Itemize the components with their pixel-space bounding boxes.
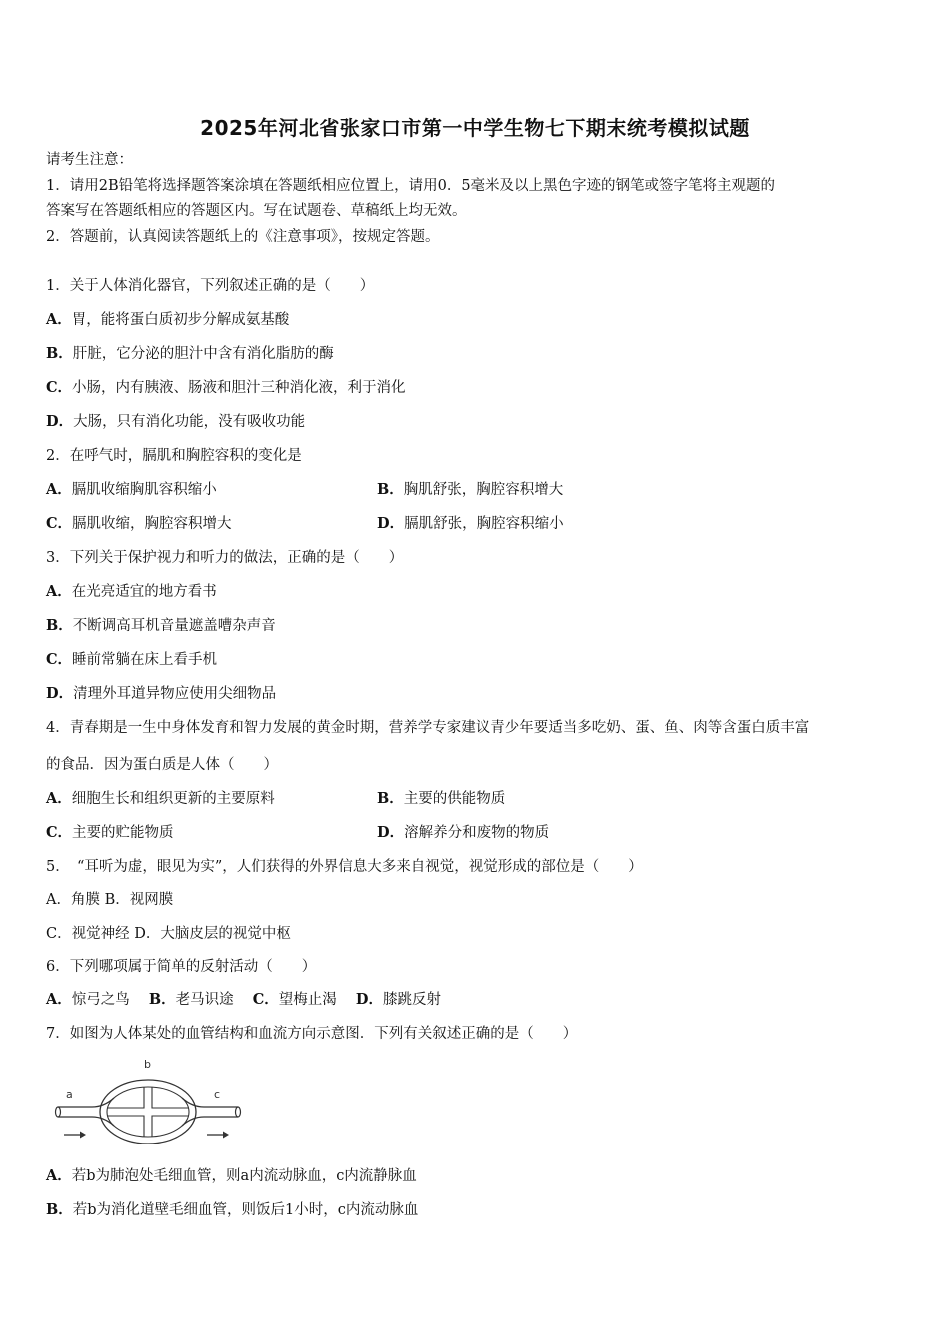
option-b bbox=[377, 480, 563, 500]
option-text: 若b为消化道壁毛细血管，则饭后1小时，c内流动脉血 bbox=[72, 1202, 419, 1218]
option-label: A． bbox=[46, 790, 72, 807]
option-label: A． bbox=[46, 583, 72, 600]
option-text: 膝跳反射 bbox=[382, 992, 441, 1008]
question-stem: 6．下列哪项属于简单的反射活动（ ） bbox=[46, 959, 317, 975]
option-text: 胸肌舒张，胸腔容积增大 bbox=[403, 482, 564, 498]
option-text: 肝脏，它分泌的胆汁中含有消化脂肪的酶 bbox=[72, 346, 334, 362]
option-d bbox=[377, 823, 549, 843]
option-text: 膈肌收缩，胸腔容积增大 bbox=[72, 516, 232, 532]
option-label: A． bbox=[46, 991, 72, 1008]
option-a bbox=[46, 582, 217, 602]
notice-line: 答案写在答题纸相应的答题区内。写在试题卷、草稿纸上均无效。 bbox=[46, 203, 467, 219]
option-text: 主要的贮能物质 bbox=[72, 825, 174, 841]
option-text: 望梅止渴 bbox=[278, 992, 352, 1008]
option-label: A． bbox=[46, 1167, 72, 1184]
option-c bbox=[46, 823, 174, 843]
option-label: D． bbox=[377, 515, 405, 532]
flow-arrow-right bbox=[207, 1132, 229, 1139]
option-label: D． bbox=[377, 824, 405, 841]
option-text: 若b为肺泡处毛细血管，则a内流动脉血，c内流静脉血 bbox=[71, 1168, 417, 1184]
option-d bbox=[377, 514, 564, 534]
option-label: D． bbox=[355, 991, 383, 1008]
option-text: 不断调高耳机音量遮盖嘈杂声音 bbox=[72, 618, 276, 634]
question-stem: 2．在呼气时，膈肌和胸腔容积的变化是 bbox=[46, 448, 302, 464]
option-label: B． bbox=[377, 790, 404, 807]
option-label: B． bbox=[148, 991, 176, 1008]
option-text: 老马识途 bbox=[175, 992, 249, 1008]
option-label: D． bbox=[46, 685, 74, 702]
option-row bbox=[46, 990, 441, 1010]
option-b bbox=[377, 789, 505, 809]
label-c: c bbox=[214, 1088, 221, 1101]
question-stem-continued: 的食品．因为蛋白质是人体（ ） bbox=[46, 757, 278, 773]
option-label: A． bbox=[46, 311, 72, 328]
blood-vessel-diagram bbox=[52, 1056, 247, 1144]
option-text: 膈肌收缩胸肌容积缩小 bbox=[71, 482, 217, 498]
notice-line: 1．请用2B铅笔将选择题答案涂填在答题纸相应位置上，请用0．5毫米及以上黑色字迹的钢笔或签字笔将主观题的 bbox=[46, 178, 776, 194]
option-a bbox=[46, 1166, 417, 1186]
notice-line: 2．答题前，认真阅读答题纸上的《注意事项》，按规定答题。 bbox=[46, 229, 440, 245]
option-text: 胃，能将蛋白质初步分解成氨基酸 bbox=[71, 312, 290, 328]
option-text: 大肠，只有消化功能，没有吸收功能 bbox=[73, 414, 306, 430]
question-stem: 3．下列关于保护视力和听力的做法，正确的是（ ） bbox=[46, 550, 404, 566]
option-text: 膈肌舒张，胸腔容积缩小 bbox=[404, 516, 564, 532]
option-d bbox=[46, 684, 276, 704]
option-a bbox=[46, 480, 217, 500]
option-line: A．角膜 B．视网膜 bbox=[46, 892, 174, 908]
question-stem: 4．青春期是一生中身体发育和智力发展的黄金时期，营养学专家建议青少年要适当多吃奶、蛋、鱼、肉等含蛋白质丰富 bbox=[46, 720, 810, 736]
option-text: 细胞生长和组织更新的主要原料 bbox=[71, 791, 275, 807]
option-c bbox=[46, 650, 217, 670]
option-label: C． bbox=[46, 379, 73, 396]
option-label: C． bbox=[46, 651, 73, 668]
option-label: B． bbox=[46, 1201, 73, 1218]
option-c bbox=[46, 378, 406, 398]
label-a: a bbox=[66, 1088, 73, 1101]
option-c bbox=[46, 514, 232, 534]
option-label: D． bbox=[46, 413, 74, 430]
option-text: 惊弓之鸟 bbox=[71, 992, 145, 1008]
option-a bbox=[46, 310, 289, 330]
question-stem: 7．如图为人体某处的血管结构和血流方向示意图．下列有关叙述正确的是（ ） bbox=[46, 1026, 578, 1042]
option-text: 溶解养分和废物的物质 bbox=[404, 825, 550, 841]
option-label: C． bbox=[46, 515, 73, 532]
question-stem: 1．关于人体消化器官，下列叙述正确的是（ ） bbox=[46, 278, 375, 294]
notice-heading: 请考生注意： bbox=[46, 152, 133, 168]
option-label: B． bbox=[377, 481, 404, 498]
option-label: C． bbox=[46, 824, 73, 841]
option-b bbox=[46, 344, 334, 364]
option-text: 睡前常躺在床上看手机 bbox=[72, 652, 218, 668]
option-label: B． bbox=[46, 345, 73, 362]
option-line: C．视觉神经 D．大脑皮层的视觉中枢 bbox=[46, 926, 291, 942]
option-a bbox=[46, 789, 275, 809]
option-text: 清理外耳道异物应使用尖细物品 bbox=[73, 686, 277, 702]
option-text: 主要的供能物质 bbox=[403, 791, 506, 807]
option-b bbox=[46, 1200, 418, 1220]
option-label: C． bbox=[252, 991, 279, 1008]
option-text: 在光亮适宜的地方看书 bbox=[71, 584, 217, 600]
page-title: 2025年河北省张家口市第一中学生物七下期末统考模拟试题 bbox=[200, 116, 750, 140]
flow-arrow-left bbox=[64, 1132, 86, 1139]
option-label: B． bbox=[46, 617, 73, 634]
label-b: b bbox=[144, 1058, 151, 1071]
option-label: A． bbox=[46, 481, 72, 498]
option-d bbox=[46, 412, 305, 432]
option-b bbox=[46, 616, 276, 636]
question-stem: 5． “耳听为虚，眼见为实”，人们获得的外界信息大多来自视觉，视觉形成的部位是（ ） bbox=[46, 859, 643, 875]
option-text: 小肠，内有胰液、肠液和胆汁三种消化液，利于消化 bbox=[72, 380, 406, 396]
